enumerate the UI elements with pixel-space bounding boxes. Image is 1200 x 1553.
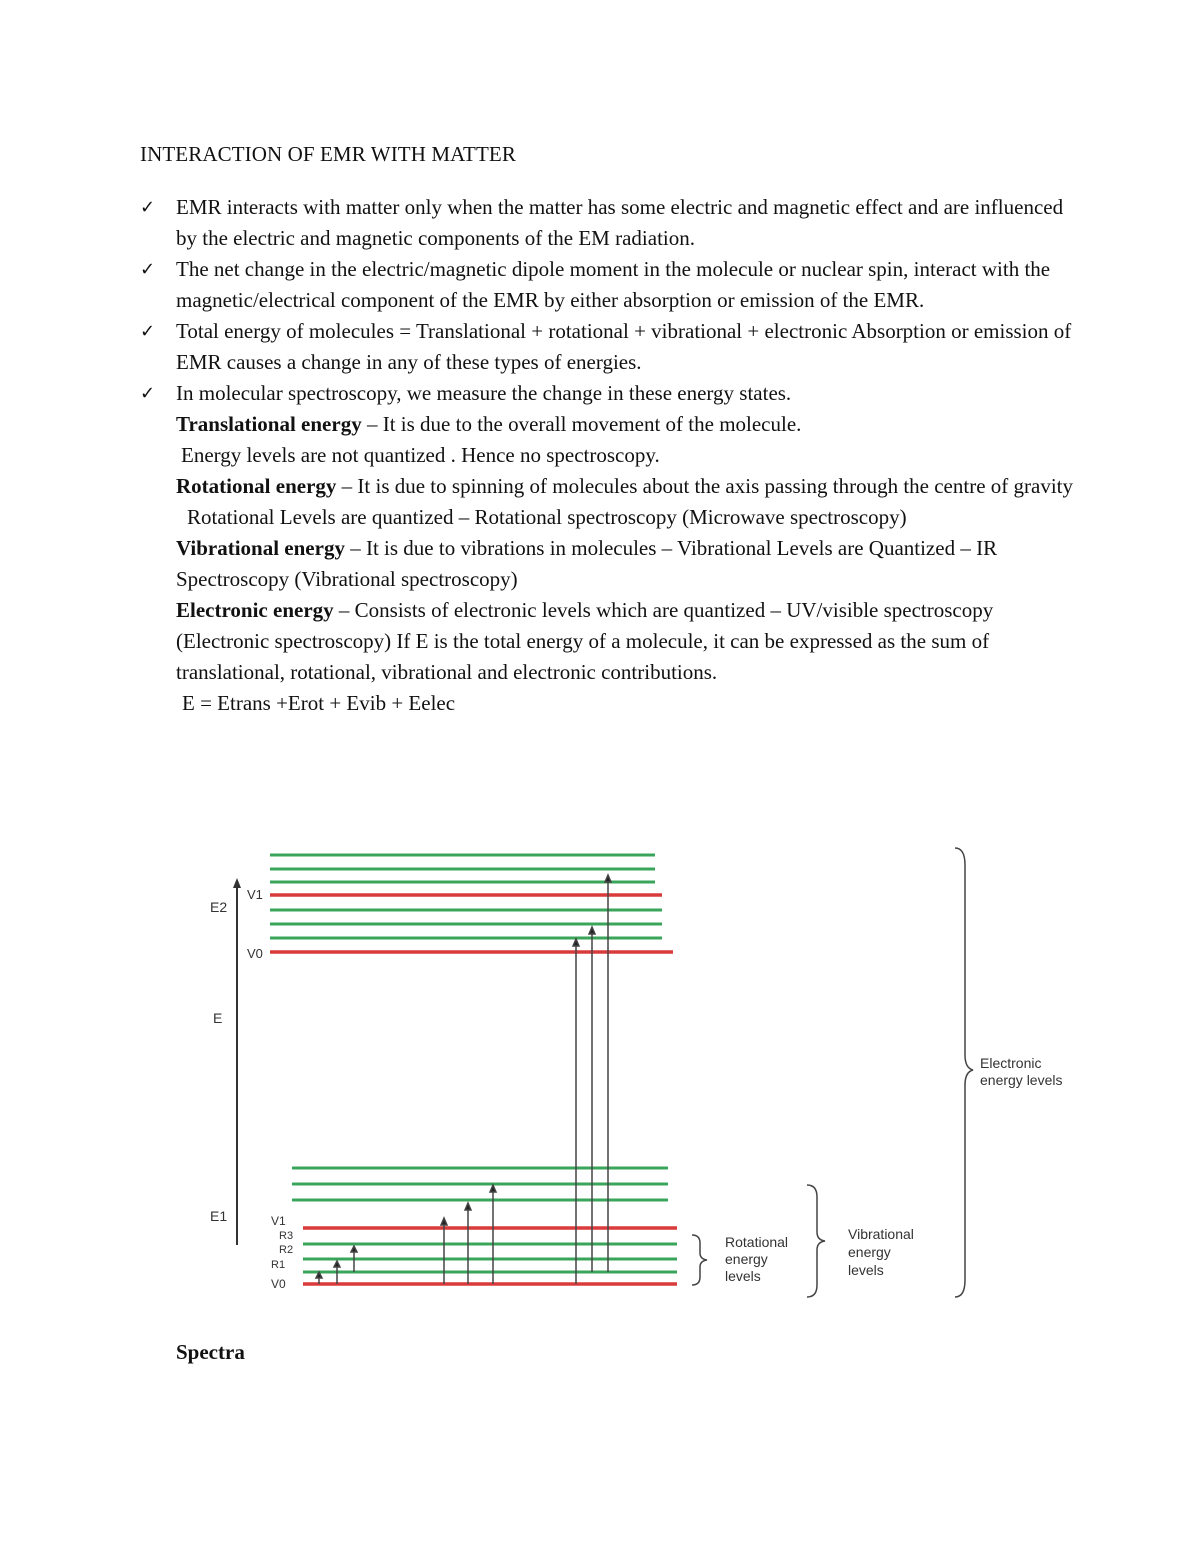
translational-term: Translational energy — [176, 412, 362, 436]
vibrational-brace — [807, 1185, 825, 1297]
checkmark-icon: ✓ — [140, 197, 156, 218]
rotational-transition-arrows — [316, 875, 611, 1284]
rotational-brace — [692, 1235, 707, 1285]
label-r2: R2 — [279, 1244, 294, 1256]
translational-text: – It is due to the overall movement of the molecule. — [361, 412, 802, 436]
rotational-label-line2: energy — [725, 1251, 768, 1267]
bullet-text: The net change in the electric/magnetic dipole moment in the molecule or nuclear spin, interact with the magnetic/electrical component of the EMR by either absorption or emission of the EMR. — [176, 257, 1051, 312]
rotational-text: – It is due to spinning of molecules about the axis passing through the centre of gravity — [336, 474, 1074, 498]
bullet-text: EMR interacts with matter only when the matter has some electric and magnetic effect and are influenced by the electric and magnetic components of the EM radiation. — [176, 195, 1064, 250]
vibrational-label-line3: levels — [848, 1262, 884, 1278]
label-v0-upper: V0 — [247, 946, 263, 961]
energy-axis-arrowhead — [233, 878, 241, 888]
vibrational-paragraph — [140, 533, 1080, 595]
vibrational-label-line2: energy — [848, 1244, 891, 1260]
electronic-label-line1: Electronic — [980, 1055, 1042, 1071]
arrowhead — [490, 1185, 496, 1192]
energy-equation: E = Etrans +Erot + Evib + Eelec — [182, 691, 456, 715]
label-e1: E1 — [210, 1208, 228, 1224]
electronic-term: Electronic energy — [176, 598, 334, 622]
label-e: E — [213, 1010, 223, 1026]
rotational-note: Rotational Levels are quantized – Rotational spectroscopy (Microwave spectroscopy) — [187, 505, 907, 529]
label-r3: R3 — [279, 1230, 294, 1242]
arrowhead — [441, 1218, 447, 1225]
vibrational-term: Vibrational energy — [176, 536, 345, 560]
bullet-text: Total energy of molecules = Translational + rotational + vibrational + electronic Absorption or emission of EMR causes a change in any of these types of energies. — [176, 319, 1072, 374]
checkmark-icon: ✓ — [140, 383, 156, 404]
rotational-term: Rotational energy — [176, 474, 337, 498]
translational-paragraph — [140, 409, 1080, 440]
electronic-paragraph — [140, 595, 1080, 688]
spectra-heading: Spectra — [176, 1340, 245, 1364]
arrowhead — [334, 1261, 340, 1267]
label-e2: E2 — [210, 899, 228, 915]
vibrational-label-line1: Vibrational — [848, 1226, 914, 1242]
translational-note: Energy levels are not quantized . Hence no spectroscopy. — [181, 443, 660, 467]
label-r1: R1 — [271, 1259, 286, 1271]
arrowhead — [589, 927, 595, 934]
energy-level-diagram — [195, 840, 1095, 1310]
checkmark-icon: ✓ — [140, 259, 156, 280]
rotational-label-line3: levels — [725, 1268, 761, 1284]
bullet-text: In molecular spectroscopy, we measure the change in these energy states. — [176, 381, 792, 405]
electronic-label-line2: energy levels — [980, 1072, 1063, 1088]
checkmark-icon: ✓ — [140, 321, 156, 342]
document-body — [140, 192, 1080, 719]
bullet-item — [140, 316, 1080, 378]
vibrational-text: – It is due to vibrations in molecules – Vibrational Levels are Quantized – IR Spectroscopy (Vibrational spectroscopy) — [176, 536, 998, 591]
rotational-paragraph — [140, 471, 1080, 502]
label-v1-lower: V1 — [271, 1214, 286, 1228]
rotational-label-line1: Rotational — [725, 1234, 789, 1250]
label-v1-upper: V1 — [247, 887, 263, 902]
arrowhead — [573, 939, 579, 946]
arrowhead — [351, 1246, 357, 1252]
bullet-item — [140, 254, 1080, 316]
arrowhead — [465, 1203, 471, 1210]
arrowhead — [605, 875, 611, 882]
bullet-item — [140, 378, 1080, 409]
page-title: INTERACTION OF EMR WITH MATTER — [140, 142, 516, 166]
bullet-item — [140, 192, 1080, 254]
electronic-text: – Consists of electronic levels which are quantized – UV/visible spectroscopy (Electronic spectroscopy) If E is the total energy of a molecule, it can be expressed as the sum of translational, rotational, vibrational and electronic contributions. — [176, 598, 994, 684]
electronic-brace — [955, 848, 973, 1297]
label-v0-lower: V0 — [271, 1277, 286, 1291]
